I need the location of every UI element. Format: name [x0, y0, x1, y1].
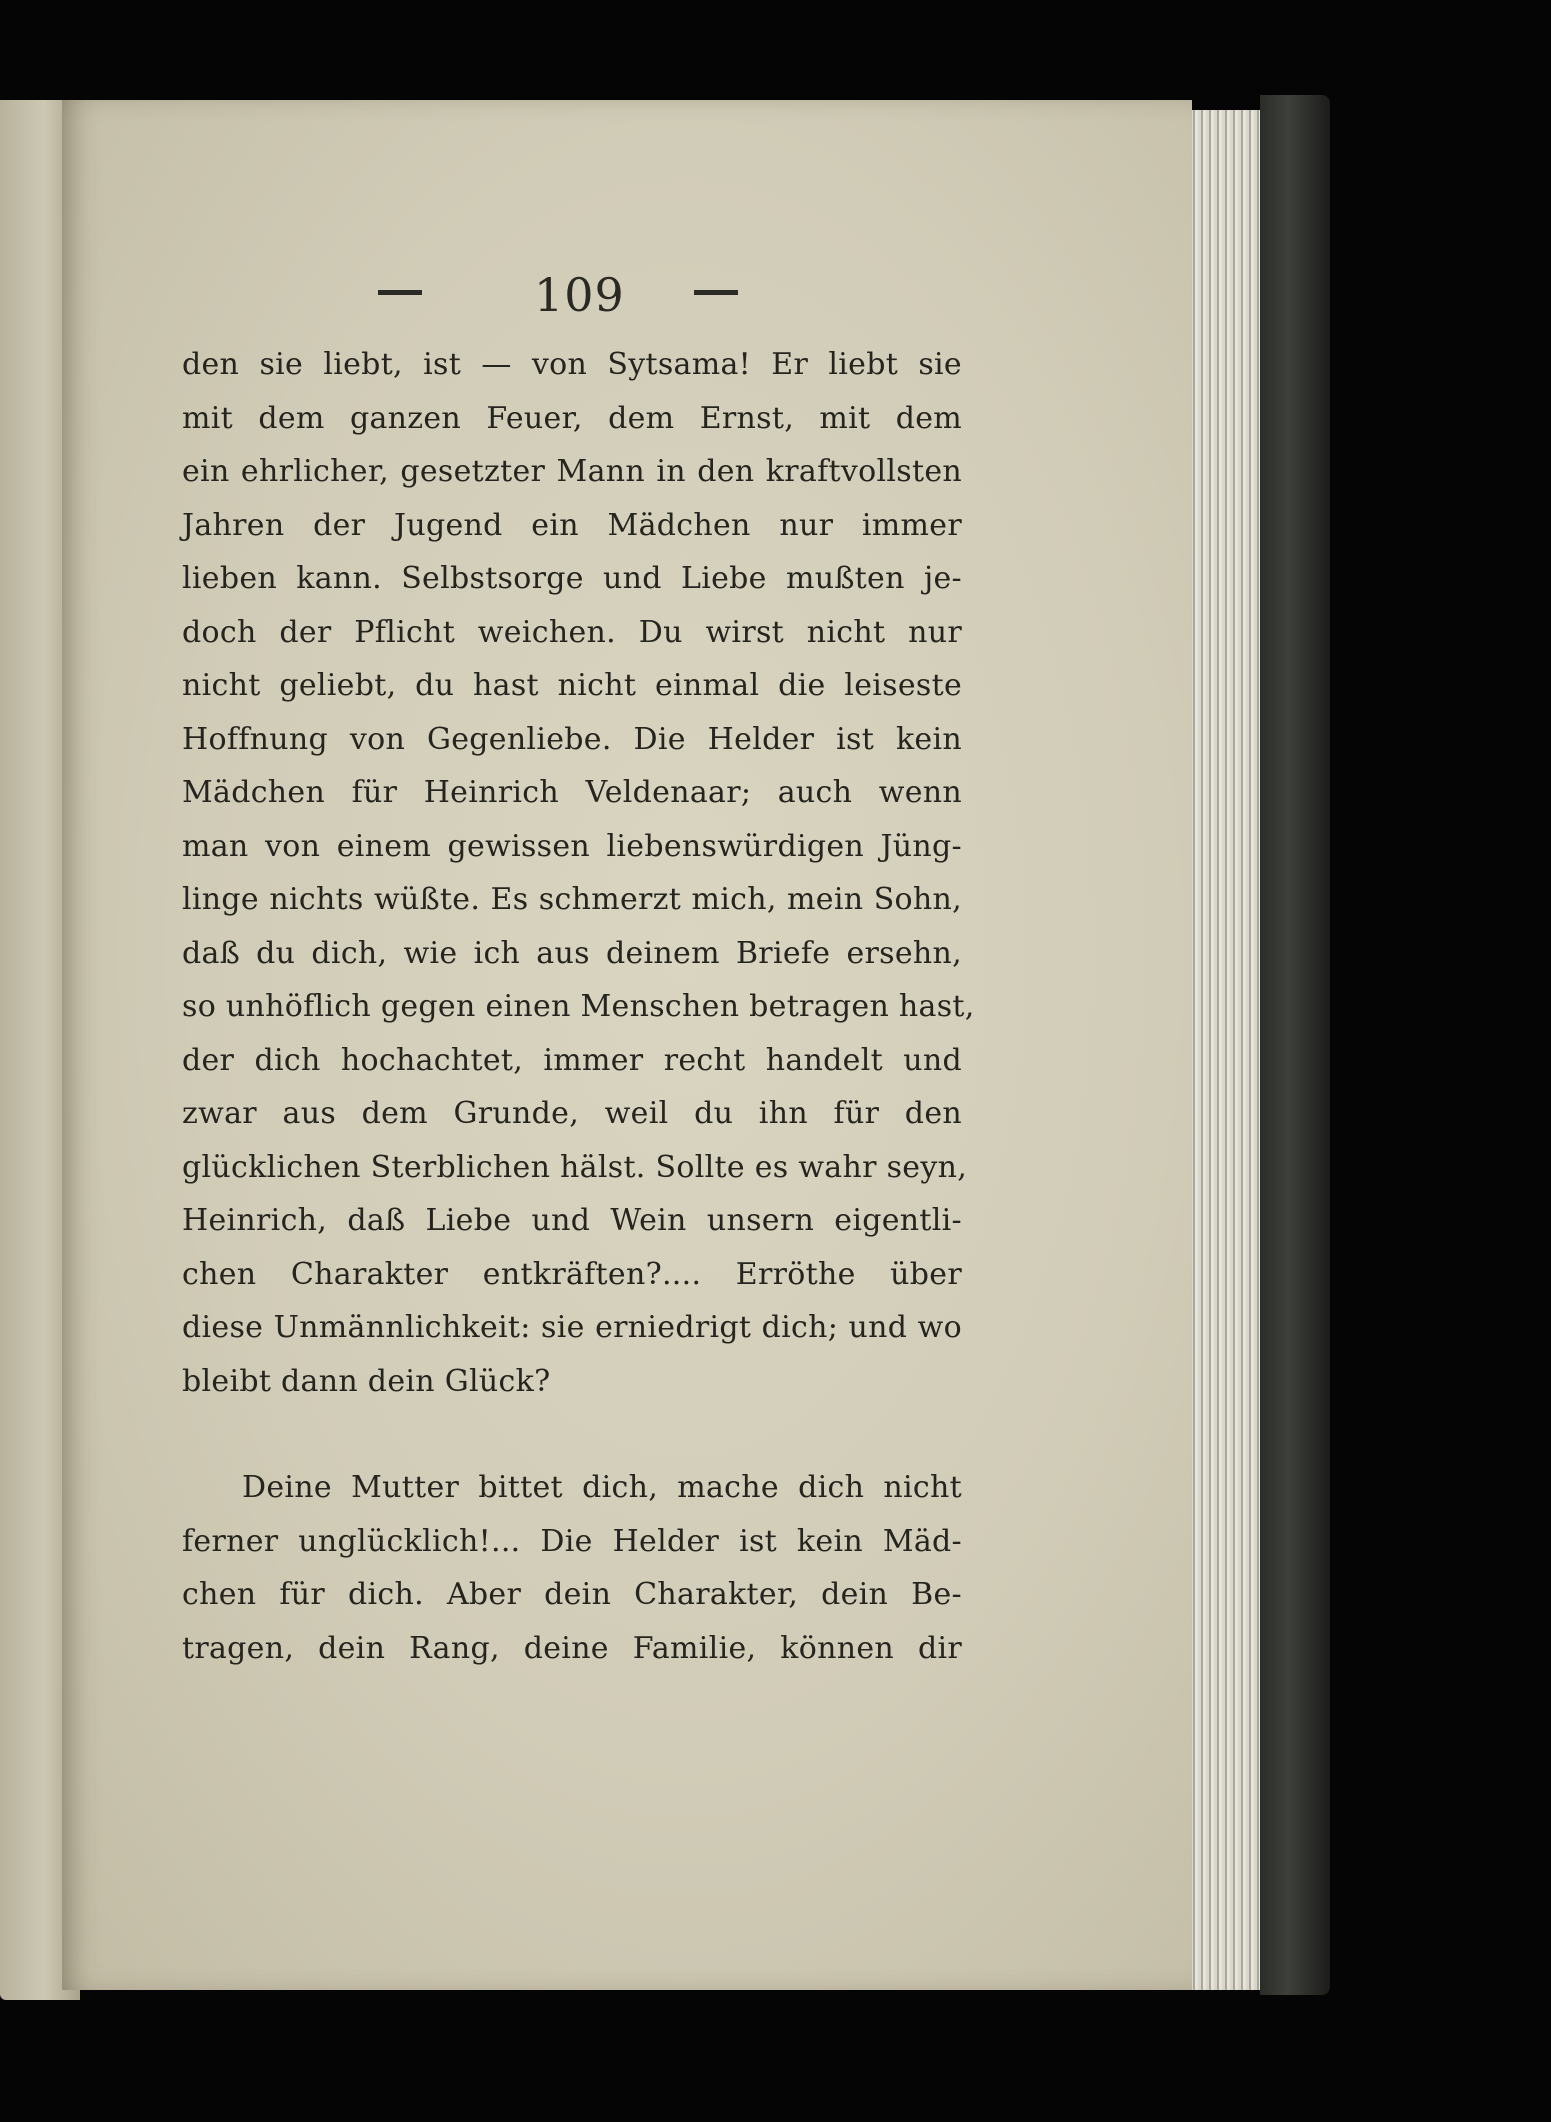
page-body-text — [182, 338, 975, 1675]
text-line: chen Charakter entkräften?.... Erröthe über — [182, 1256, 962, 1292]
book-page — [62, 100, 1192, 1990]
text-line: zwar aus dem Grunde, weil du ihn für den — [182, 1096, 962, 1131]
text-line: bleibt dann dein Glück? — [182, 1363, 551, 1399]
text-line: daß du dich, wie ich aus deinem Briefe ersehn, — [182, 935, 962, 971]
text-line: doch der Pflicht weichen. Du wirst nicht nur — [182, 614, 962, 650]
book-cover-edge — [1260, 95, 1330, 1995]
text-line: Jahren der Jugend ein Mädchen nur immer — [182, 507, 962, 543]
text-line: tragen, dein Rang, deine Familie, können dir — [182, 1630, 962, 1666]
text-line: Hoffnung von Gegenliebe. Die Helder ist kein — [182, 721, 962, 757]
text-line: nicht geliebt, du hast nicht einmal die leiseste — [182, 668, 962, 703]
text-line: diese Unmännlichkeit: sie erniedrigt dich; und wo — [182, 1310, 962, 1345]
text-line: der dich hochachtet, immer recht handelt und — [182, 1042, 962, 1078]
text-line: Mädchen für Heinrich Veldenaar; auch wenn — [182, 775, 962, 810]
text-line: mit dem ganzen Feuer, dem Ernst, mit dem — [182, 400, 962, 436]
text-line: man von einem gewissen liebenswürdigen Jüng- — [182, 828, 962, 864]
page-number: 109 — [534, 268, 625, 322]
text-line: den sie liebt, ist — von Sytsama! Er liebt sie — [182, 347, 962, 382]
text-line: glücklichen Sterblichen hälst. Sollte es wahr seyn, — [182, 1149, 968, 1185]
text-line: so unhöflich gegen einen Menschen betragen hast, — [182, 989, 975, 1024]
paragraph-gap — [182, 1408, 962, 1461]
text-line: linge nichts wüßte. Es schmerzt mich, mein Sohn, — [182, 882, 962, 917]
header-dash-right — [694, 290, 738, 295]
page-block-edges — [1190, 110, 1266, 1990]
paragraph-2 — [182, 1461, 962, 1675]
text-line: chen für dich. Aber dein Charakter, dein Be- — [182, 1577, 962, 1612]
text-line: Heinrich, daß Liebe und Wein unsern eigentli- — [182, 1203, 962, 1238]
paragraph-1 — [182, 338, 975, 1408]
text-line: lieben kann. Selbstsorge und Liebe mußten je- — [182, 561, 962, 596]
text-line: ein ehrlicher, gesetzter Mann in den kraftvollsten — [182, 454, 962, 489]
page-header — [62, 268, 1192, 328]
text-line: Deine Mutter bittet dich, mache dich nicht — [242, 1470, 962, 1505]
text-line: ferner unglücklich!... Die Helder ist kein Mäd- — [182, 1523, 962, 1559]
header-dash-left — [378, 290, 422, 295]
